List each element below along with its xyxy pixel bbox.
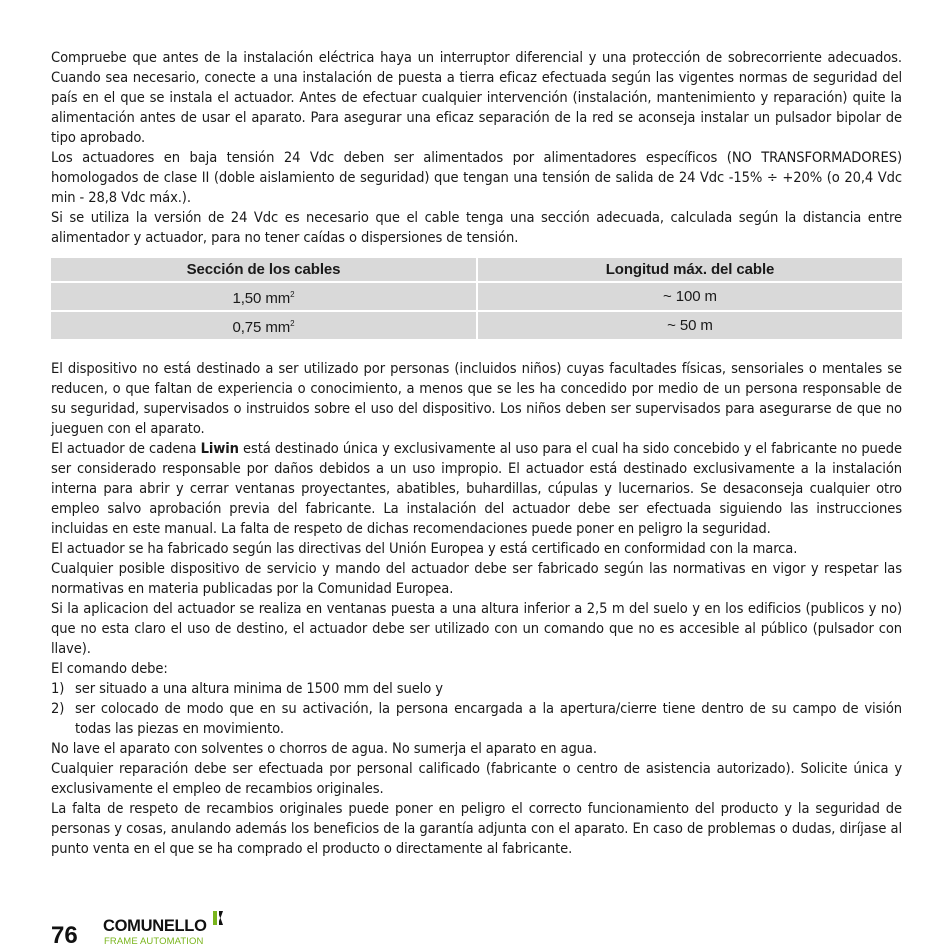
section-unit-exponent: 2: [290, 290, 295, 299]
cell-section: [51, 312, 478, 339]
section-unit-exponent: 2: [290, 319, 295, 328]
section-value: 1,50 mm: [232, 290, 291, 307]
header-length: Longitud máx. del cable: [478, 258, 902, 281]
paragraph-original-parts: La falta de respeto de recambios originales puede poner en peligro el correcto funcionamiento del producto y la seguridad de personas y cosas, anulando además los beneficios de la garantía adjunta con el aparato. En caso de problemas o dudas, diríjase al punto venta en el que se ha comprado el producto o directamente al fabricante.: [51, 800, 902, 857]
table-row: [51, 283, 902, 310]
paragraph-service-devices: Cualquier posible dispositivo de servicio y mando del actuador debe ser fabricado según las normativas en vigor y respetar las normativas en materia publicadas por la Comunidad Europea.: [51, 560, 902, 597]
header-section: Sección de los cables: [51, 258, 478, 281]
paragraph-command-intro: El comando debe:: [51, 660, 168, 677]
logo-wordmark: COMUNELLO: [103, 917, 207, 935]
paragraph-electrical-installation: Compruebe que antes de la instalación eléctrica haya un interruptor diferencial y una protección de sobrecorriente adecuados. Cuando sea necesario, conecte a una instalación de puesta a tierra eficaz efectuada según las vigentes normas de seguridad del país en el que se instala el actuador. Antes de efectuar cualquier intervención (instalación, mantenimiento y reparación) quite la alimentación antes de usar el aparato. Para asegurar una eficaz separación de la red se aconseja instalar un pulsador bipolar de tipo aprobado.: [51, 49, 902, 146]
paragraph-low-voltage: Los actuadores en baja tensión 24 Vdc deben ser alimentados por alimentadores específicos (NO TRANSFORMADORES) homologados de clase II (doble aislamiento de seguridad) que tengan una tensión de salida de 24 Vdc -15% ÷ +20% (o 20,4 Vdc min - 28,8 Vdc máx.).: [51, 149, 902, 206]
section-value: 0,75 mm: [232, 319, 291, 336]
list-item-number: 2): [51, 700, 65, 717]
paragraph-device-users: El dispositivo no está destinado a ser utilizado por personas (incluidos niños) cuyas facultades físicas, sensoriales o mentales se reducen, o que faltan de experiencia o conocimiento, a menos que se les ha concedido por medio de un persona responsable de su seguridad, supervisados o instruidos sobre el uso del dispositivo. Los niños deben ser supervisados para asegurarse de que no jueguen con el aparato.: [51, 360, 902, 437]
page-number: 76: [51, 922, 78, 949]
list-item: [51, 699, 902, 739]
paragraph-no-washing: No lave el aparato con solventes o chorros de agua. No sumerja el aparato en agua.: [51, 740, 597, 757]
logo-tagline: FRAME AUTOMATION: [104, 936, 204, 947]
list-item: [51, 679, 902, 699]
paragraph-eu-directives: El actuador se ha fabricado según las directivas del Unión Europea y está certificado en conformidad con la marca.: [51, 540, 798, 557]
cell-section: [51, 283, 478, 310]
list-item-text: ser colocado de modo que en su activación, la persona encargada a la apertura/cierre tiene dentro de su campo de visión todas las piezas en movimiento.: [75, 700, 902, 737]
paragraph-liwin-usage: [51, 439, 902, 539]
comunello-logo: [103, 908, 243, 948]
cable-table: [51, 256, 902, 341]
cell-length: ~ 100 m: [478, 283, 902, 310]
paragraph-repairs: Cualquier reparación debe ser efectuada por personal calificado (fabricante o centro de asistencia autorizado). Solicite única y exclusivamente el empleo de recambios originales.: [51, 760, 902, 797]
comunello-logo-icon: [213, 910, 227, 926]
brand-name-liwin: Liwin: [200, 440, 239, 457]
paragraph-low-height-windows: Si la aplicacion del actuador se realiza en ventanas puesta a una altura inferior a 2,5 m del suelo y en los edificios (publicos y no) que no esta claro el uso de destino, el actuador debe ser utilizado con un comando que no es accesible al público (pulsador con llave).: [51, 600, 902, 657]
page-content: [51, 48, 902, 859]
liwin-text-after: está destinado única y exclusivamente al uso para el cual ha sido concebido y el fabricante no puede ser considerado responsable por daños debidos a un uso impropio. El actuador está destinado exclusivamente a la instalación interna para abrir y cerrar ventanas proyectantes, abatibles, buhardillas, cúpulas y lucernarios. Se desaconseja cualquier otro empleo salvo aprobación previa del fabricante. La instalación del actuador debe ser efectuada siguiendo las instrucciones incluidas en este manual. La falta de respeto de dichas recomendaciones puede poner en peligro la seguridad.: [51, 440, 902, 537]
list-item-number: 1): [51, 680, 65, 697]
table-row: [51, 312, 902, 339]
cable-table-header: [51, 258, 902, 281]
liwin-text-before: El actuador de cadena: [51, 440, 201, 457]
list-item-text: ser situado a una altura minima de 1500 mm del suelo y: [75, 680, 443, 697]
paragraph-cable-section: Si se utiliza la versión de 24 Vdc es necesario que el cable tenga una sección adecuada, calculada según la distancia entre alimentador y actuador, para no tener caídas o dispersiones de tensión.: [51, 209, 902, 246]
cell-length: ~ 50 m: [478, 312, 902, 339]
